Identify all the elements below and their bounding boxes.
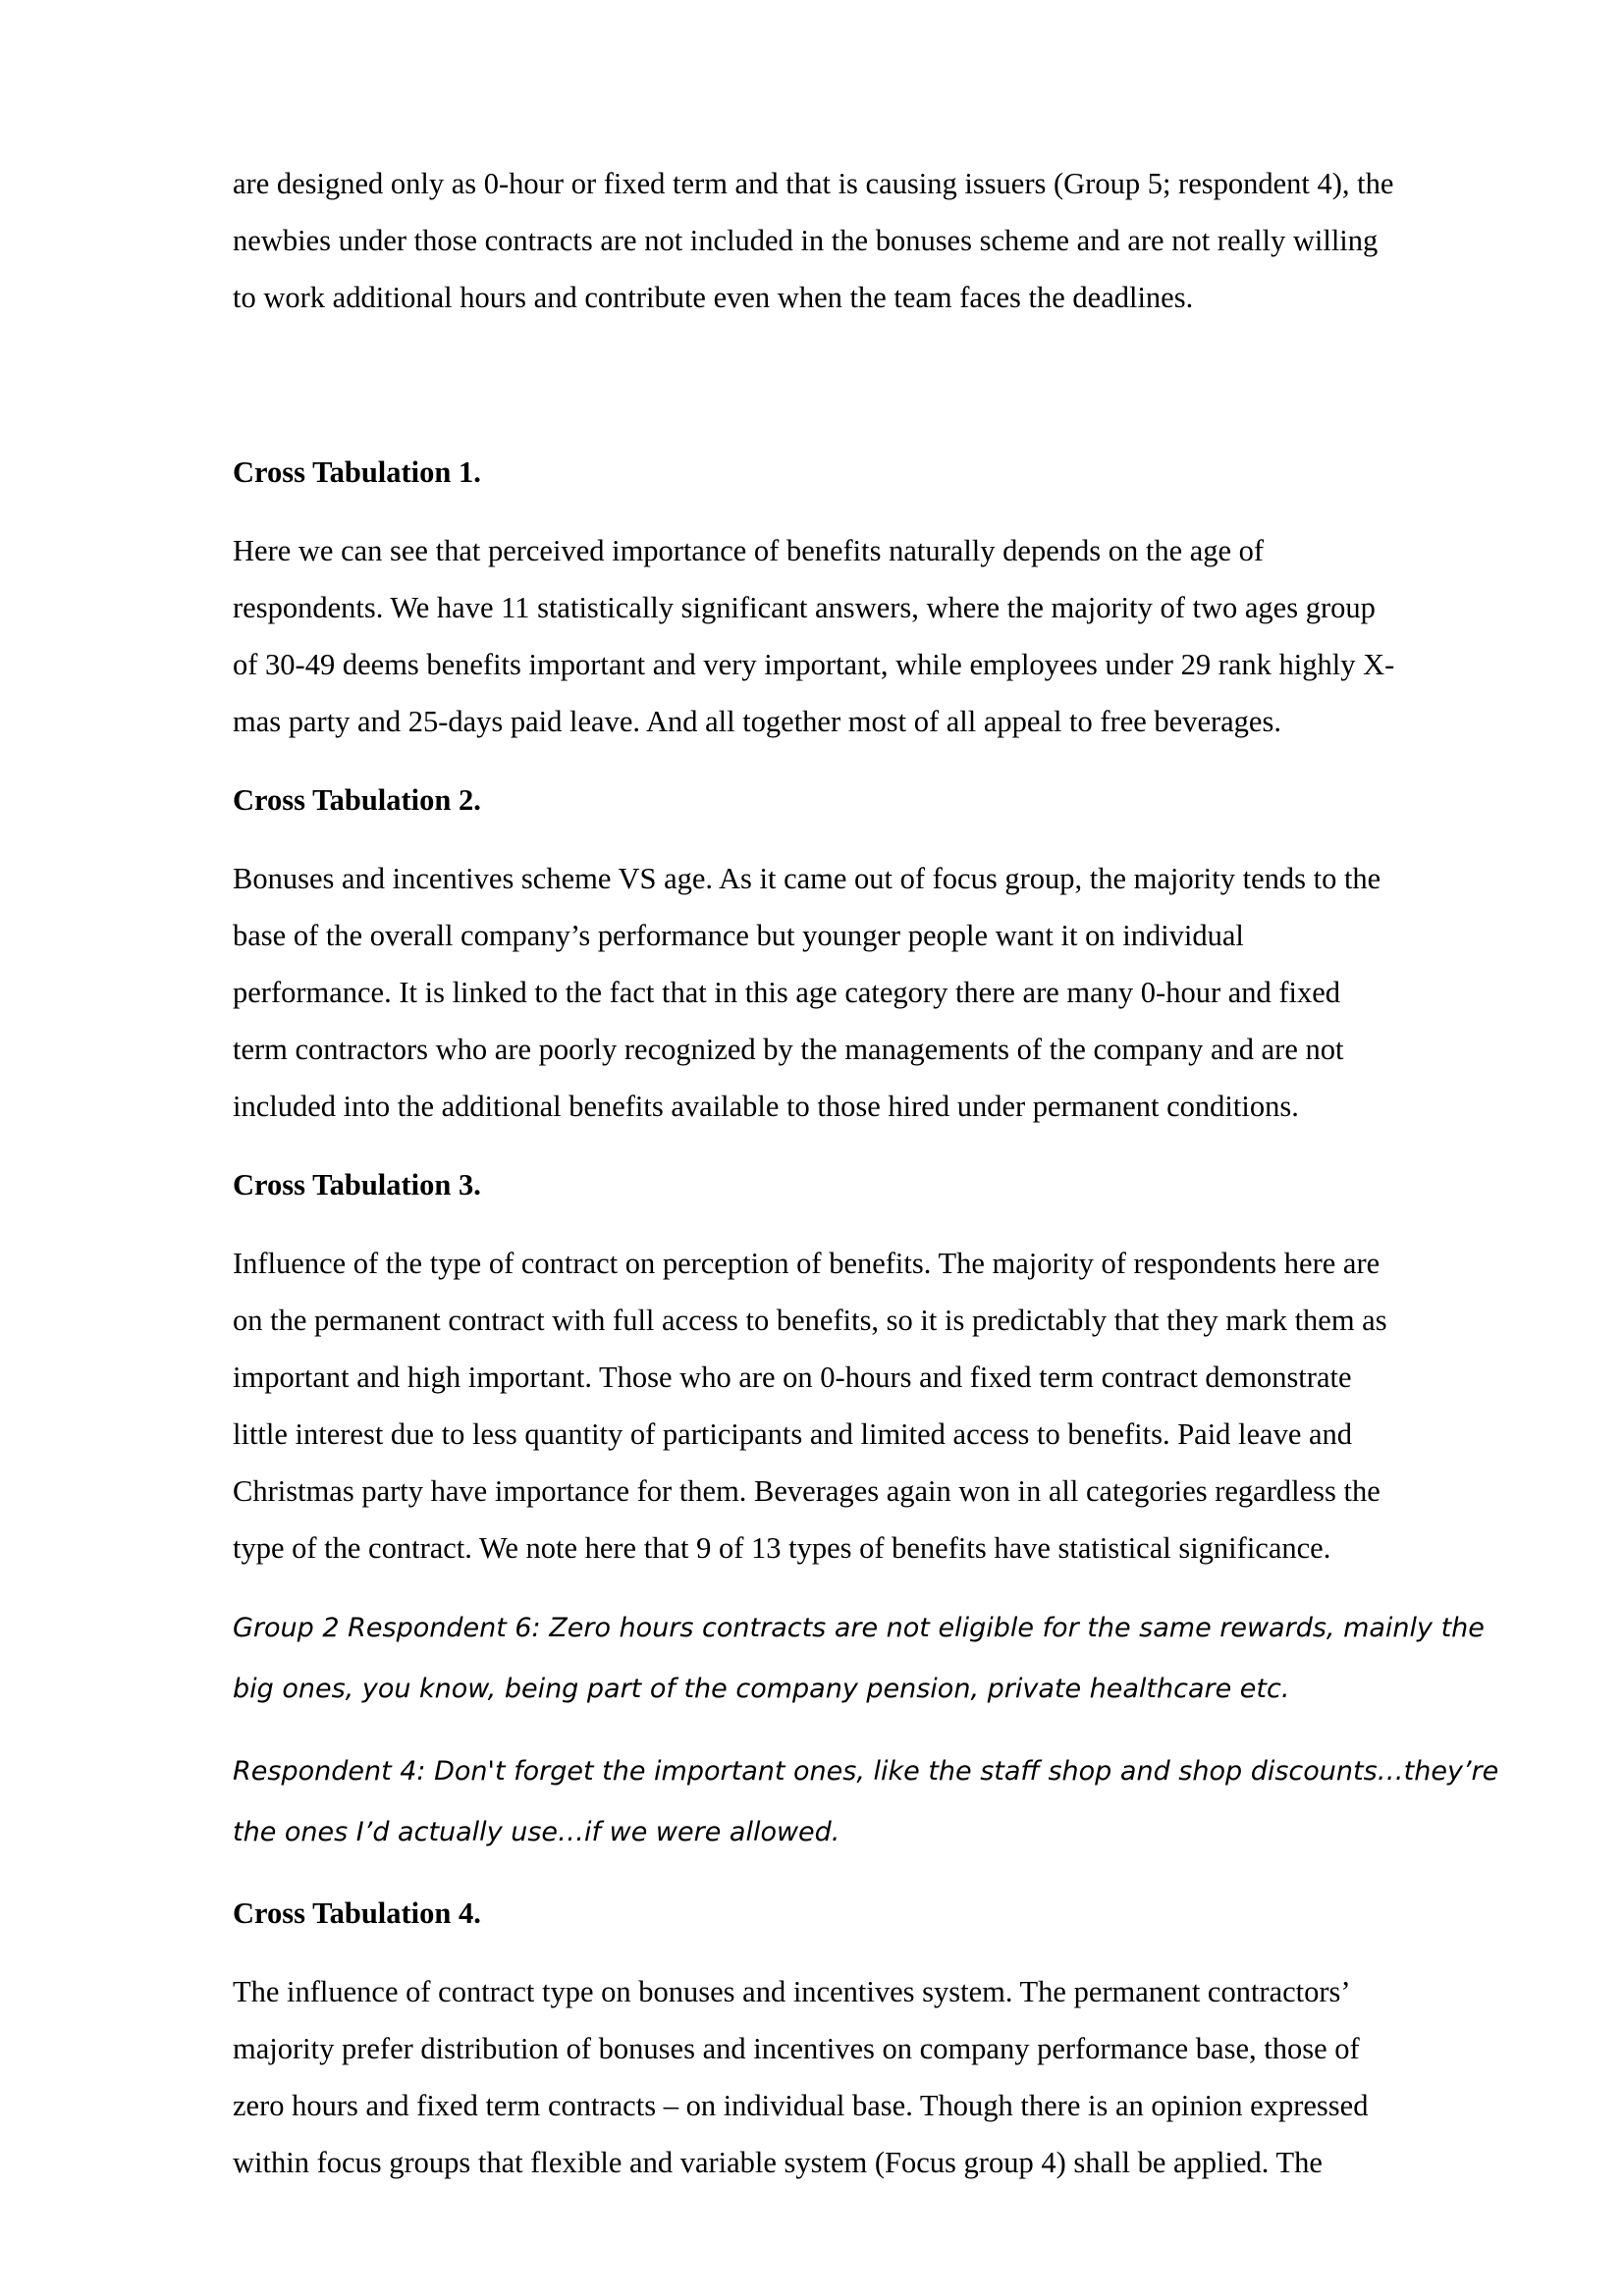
section-heading-cross-tab-3: Cross Tabulation 3. bbox=[233, 1168, 481, 1201]
section-paragraph-cross-tab-1 bbox=[233, 522, 1529, 750]
section-paragraph-cross-tab-4 bbox=[233, 1963, 1529, 2191]
focus-group-quote-2 bbox=[233, 1741, 1529, 1863]
text-line: important and high important. Those who are on 0-hours and fixed term contract demonstrate bbox=[233, 1361, 1352, 1394]
text-line: performance. It is linked to the fact that in this age category there are many 0-hour and fixed bbox=[233, 976, 1341, 1009]
text-line: respondents. We have 11 statistically significant answers, where the majority of two ages group bbox=[233, 591, 1376, 624]
text-line: included into the additional benefits available to those hired under permanent conditions. bbox=[233, 1090, 1299, 1123]
text-line: zero hours and fixed term contracts – on individual base. Though there is an opinion expressed bbox=[233, 2089, 1369, 2122]
text-line: Influence of the type of contract on perception of benefits. The majority of respondents here are bbox=[233, 1247, 1380, 1280]
text-line: within focus groups that flexible and variable system (Focus group 4) shall be applied. The bbox=[233, 2146, 1323, 2179]
section-heading-cross-tab-2: Cross Tabulation 2. bbox=[233, 783, 481, 817]
section-heading-cross-tab-1: Cross Tabulation 1. bbox=[233, 455, 481, 489]
text-line: base of the overall company’s performance but younger people want it on individual bbox=[233, 919, 1244, 952]
text-line: majority prefer distribution of bonuses and incentives on company performance base, those of bbox=[233, 2032, 1360, 2065]
text-line: little interest due to less quantity of participants and limited access to benefits. Paid leave and bbox=[233, 1417, 1353, 1451]
text-line: type of the contract. We note here that 9 of 13 types of benefits have statistical significance. bbox=[233, 1531, 1331, 1565]
section-paragraph-cross-tab-2 bbox=[233, 850, 1529, 1135]
text-line: newbies under those contracts are not included in the bonuses scheme and are not really willing bbox=[233, 224, 1379, 257]
text-line: are designed only as 0-hour or fixed term and that is causing issuers (Group 5; respondent 4), the bbox=[233, 167, 1394, 200]
text-line: on the permanent contract with full access to benefits, so it is predictably that they mark them as bbox=[233, 1304, 1387, 1337]
text-line: mas party and 25-days paid leave. And all together most of all appeal to free beverages. bbox=[233, 705, 1281, 738]
text-line: to work additional hours and contribute even when the team faces the deadlines. bbox=[233, 281, 1194, 314]
intro-paragraph bbox=[233, 155, 1529, 326]
text-line: Here we can see that perceived importance of benefits naturally depends on the age of bbox=[233, 534, 1265, 567]
section-heading-cross-tab-4: Cross Tabulation 4. bbox=[233, 1896, 481, 1930]
text-line: Bonuses and incentives scheme VS age. As it came out of focus group, the majority tends to the bbox=[233, 862, 1381, 895]
focus-group-quote-1 bbox=[233, 1598, 1529, 1720]
quote-line: Group 2 Respondent 6: Zero hours contracts are not eligible for the same rewards, mainly the bbox=[233, 1613, 1485, 1643]
document-page bbox=[233, 155, 1529, 2191]
quote-line: the ones I’d actually use…if we were allowed. bbox=[233, 1817, 840, 1847]
section-paragraph-cross-tab-3 bbox=[233, 1235, 1529, 1576]
text-line: of 30-49 deems benefits important and very important, while employees under 29 rank highly X- bbox=[233, 648, 1395, 681]
text-line: Christmas party have importance for them. Beverages again won in all categories regardless the bbox=[233, 1474, 1380, 1508]
text-line: The influence of contract type on bonuses and incentives system. The permanent contractors’ bbox=[233, 1975, 1351, 2008]
text-line: term contractors who are poorly recognized by the managements of the company and are not bbox=[233, 1033, 1344, 1066]
quote-line: Respondent 4: Don't forget the important ones, like the staff shop and shop discounts…they’re bbox=[233, 1756, 1499, 1787]
quote-line: big ones, you know, being part of the company pension, private healthcare etc. bbox=[233, 1674, 1290, 1704]
